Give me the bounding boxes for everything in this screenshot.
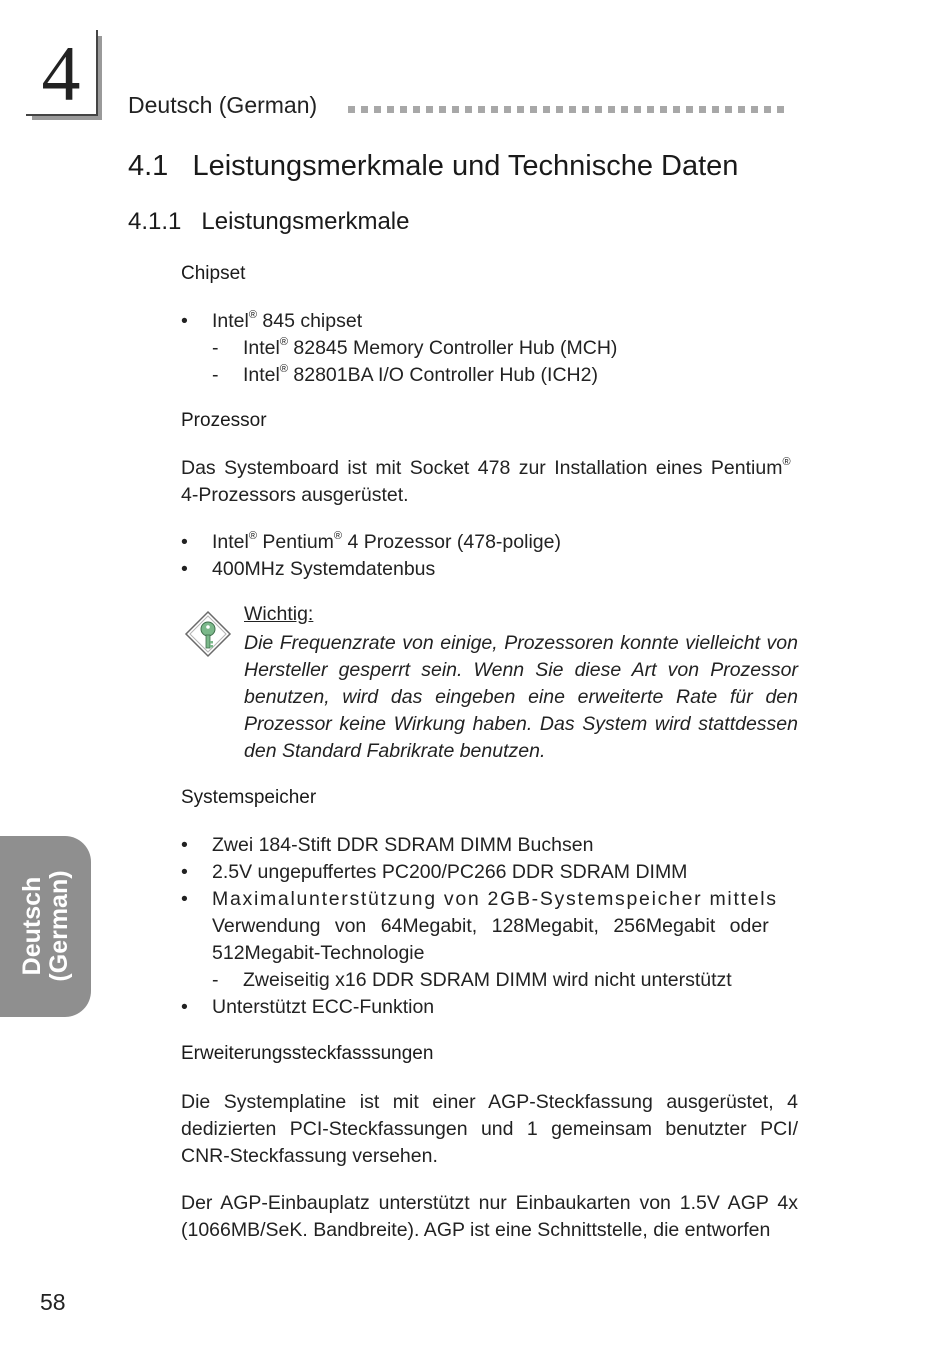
bullet: • [181,310,188,332]
header-dot [569,106,576,113]
page-number: 58 [40,1289,66,1315]
processor-paragraph-line1: Das Systemboard ist mit Socket 478 zur Installation eines Pentium® [181,456,791,479]
header-dot [426,106,433,113]
header-dot [478,106,485,113]
sub-list-item: - Intel® 82801BA I/O Controller Hub (ICH2) [212,363,598,386]
notice-body: Die Frequenzrate von einige, Prozessoren konnte vielleicht von Hersteller gesperrt sein. Wenn Sie diese Art von Prozessor benutzen, wird das eingeben eine erweiterte Rate für den Prozessor keine Wirkung haben. Das System wird stattdessen den Standard Fabrikrate benutzen. [244,632,798,762]
side-tab-label: Deutsch (German) [18,870,73,982]
chapter-number-box [26,30,104,122]
chipset-heading: Chipset [181,263,246,284]
list-item: • Unterstützt ECC-Funktion [181,996,435,1018]
chapter-box-face [26,30,98,116]
expansion-paragraph: Der AGP-Einbauplatz unterstützt nur Einbaukarten von 1.5V AGP 4x (1066MB/SeK. Bandbreite). AGP ist eine Schnittstelle, die entworfen [181,1192,798,1241]
list-item-text: Maximalunterstützung von 2GB-Systemspeicher mittels [212,888,778,910]
header-dot [374,106,381,113]
header-dot-rule [348,106,800,117]
list-item-continuation: 512Megabit-Technologie [212,942,425,964]
chapter-title: Deutsch (German) [128,92,318,118]
list-item: • Intel® Pentium® 4 Prozessor (478-polige) [181,530,561,553]
header-dot [725,106,732,113]
header-dot [673,106,680,113]
sub-list-item: - Zweiseitig x16 DDR SDRAM DIMM wird nicht unterstützt [212,969,732,991]
expansion-heading: Erweiterungssteckfasssungen [181,1043,434,1064]
header-dot [556,106,563,113]
header-dot [608,106,615,113]
header-dot [738,106,745,113]
header-dot [400,106,407,113]
header-dot [764,106,771,113]
header-dot [517,106,524,113]
header-dot [348,106,355,113]
header-dot [582,106,589,113]
header-dot [413,106,420,113]
header-dot [634,106,641,113]
header-dot [751,106,758,113]
list-item-text: Zwei 184-Stift DDR SDRAM DIMM Buchsen [212,834,594,856]
expansion-paragraph: Die Systemplatine ist mit einer AGP-Steckfassung ausgerüstet, 4 dedizierten PCI-Steckfassungen und 1 gemeinsam benutzter PCI/ CNR-Steckfassung versehen. [181,1091,798,1167]
list-item-text: 2.5V ungepuffertes PC200/PC266 DDR SDRAM DIMM [212,861,688,883]
notice-title: Wichtig: [244,603,314,625]
header-dot [530,106,537,113]
list-item-text: Intel® Pentium® 4 Prozessor (478-polige) [212,530,561,553]
header-dot [595,106,602,113]
header-dot [686,106,693,113]
header-dot [621,106,628,113]
chapter-number: 4 [41,30,81,117]
section-title: 4.1 Leistungsmerkmale und Technische Daten [128,150,739,182]
list-item: • 2.5V ungepuffertes PC200/PC266 DDR SDRAM DIMM [181,861,688,883]
key-diamond-icon [184,610,232,658]
sub-list-item-text: Intel® 82845 Memory Controller Hub (MCH) [243,336,618,359]
list-item: • 400MHz Systemdatenbus [181,558,436,580]
memory-heading: Systemspeicher [181,787,317,808]
processor-heading: Prozessor [181,410,267,431]
list-item-text: Unterstützt ECC-Funktion [212,996,435,1018]
language-side-tab [0,836,91,1017]
sub-list-item-text: Intel® 82801BA I/O Controller Hub (ICH2) [243,363,598,386]
list-item [181,308,362,335]
sub-list-item: - Intel® 82845 Memory Controller Hub (MCH) [212,336,618,359]
sub-list-item-text: Zweiseitig x16 DDR SDRAM DIMM wird nicht unterstützt [243,969,732,991]
header-dot [777,106,784,113]
header-dot [491,106,498,113]
list-item-text: Intel® 845 chipset [212,309,363,332]
processor-paragraph-line2: 4-Prozessors ausgerüstet. [181,484,409,506]
list-item-text: 400MHz Systemdatenbus [212,558,436,580]
header-dot [647,106,654,113]
header-dot [361,106,368,113]
header-dot [699,106,706,113]
header-dot [660,106,667,113]
header-dot [452,106,459,113]
header-dot [387,106,394,113]
list-item: • Zwei 184-Stift DDR SDRAM DIMM Buchsen [181,834,594,856]
header-dot [439,106,446,113]
header-dot [712,106,719,113]
processor-paragraph [181,455,798,509]
header-dot [543,106,550,113]
list-item-continuation: Verwendung von 64Megabit, 128Megabit, 256Megabit oder [212,915,769,937]
header-dot [504,106,511,113]
subsection-title: 4.1.1 Leistungsmerkmale [128,208,410,235]
header-dot [465,106,472,113]
